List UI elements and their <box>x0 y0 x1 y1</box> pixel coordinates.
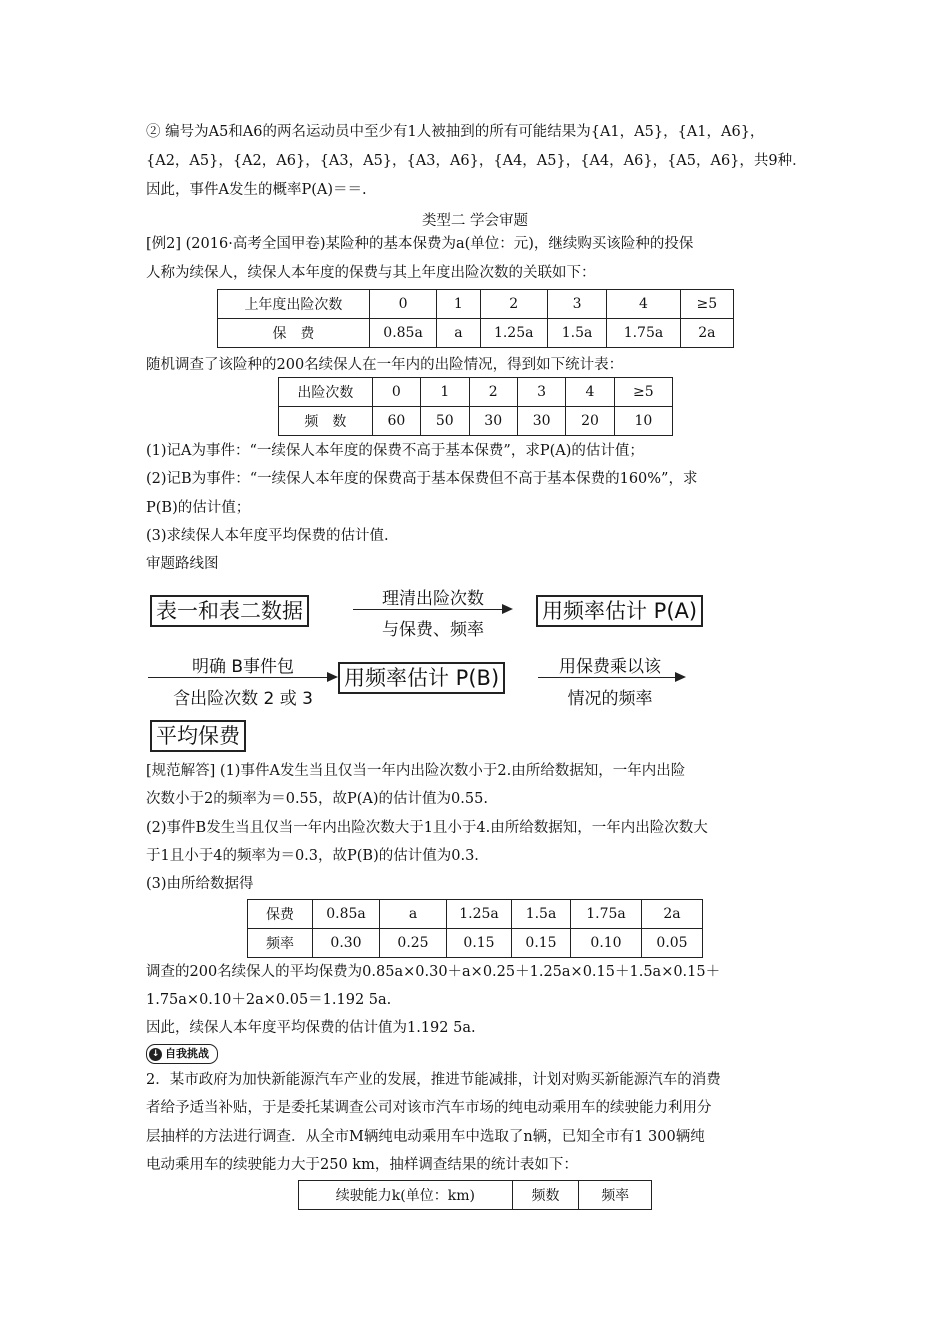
text-line: 随机调查了该险种的200名续保人在一年内的出险情况，得到如下统计表： <box>146 357 624 373</box>
table-cell: 1.5a <box>547 319 606 348</box>
flow-box-average: 平均保费 <box>150 720 246 752</box>
question-line: P(B)的估计值； <box>146 500 251 516</box>
challenge-line: 者给予适当补贴，于是委托某调查公司对该市汽车市场的纯电动乘用车的续驶能力利用分 <box>146 1100 712 1116</box>
flow-box-data: 表一和表二数据 <box>150 595 309 627</box>
table-cell: 20 <box>566 407 614 436</box>
average-line: 1.75a×0.10＋2a×0.05＝1.192 5a. <box>146 992 392 1008</box>
table-cell: 2a <box>680 319 733 348</box>
question-line: (3)求续保人本年度平均保费的估计值. <box>146 528 389 544</box>
table-cell: 1 <box>421 378 469 407</box>
table-cell: 0 <box>369 290 436 319</box>
self-challenge-badge <box>146 1044 218 1064</box>
range-table <box>298 1180 652 1210</box>
table-cell: 3 <box>547 290 606 319</box>
table-cell: 0 <box>372 378 420 407</box>
table-cell: 频率 <box>579 1181 652 1210</box>
table-cell: 上年度出险次数 <box>218 290 370 319</box>
flow-label: 理清出险次数 <box>382 589 484 609</box>
route-title: 审题路线图 <box>146 556 219 572</box>
solution-line: 次数小于2的频率为＝0.55，故P(A)的估计值为0.55. <box>146 791 488 807</box>
table-cell: 4 <box>566 378 614 407</box>
table-cell: 0.30 <box>313 929 380 958</box>
table-cell: 1 <box>437 290 480 319</box>
table-cell: 1.75a <box>571 900 642 929</box>
table-cell: 0.15 <box>512 929 571 958</box>
table-row <box>279 378 673 407</box>
table-cell: 频 数 <box>279 407 373 436</box>
table-cell: 30 <box>517 407 565 436</box>
question-line: (1)记A为事件：“一续保人本年度的保费不高于基本保费”，求P(A)的估计值； <box>146 443 644 459</box>
flow-box-pb: 用频率估计 P(B) <box>338 662 505 694</box>
question-line: (2)记B为事件：“一续保人本年度的保费高于基本保费但不高于基本保费的160%”，求 <box>146 471 698 487</box>
text-line: 因此，事件A发生的概率P(A)＝＝. <box>146 182 367 198</box>
table-cell: 续驶能力k(单位：km) <box>299 1181 513 1210</box>
flow-label: 与保费、频率 <box>382 620 484 640</box>
table-cell: 10 <box>614 407 672 436</box>
challenge-line: 层抽样的方法进行调查．从全市M辆纯电动乘用车中选取了n辆，已知全市有1 300辆纯 <box>146 1129 705 1145</box>
example-line: 人称为续保人，续保人本年度的保费与其上年度出险次数的关联如下： <box>146 265 596 281</box>
section-title: 类型二 学会审题 <box>421 213 529 229</box>
text-line: ② 编号为A5和A6的两名运动员中至少有1人被抽到的所有可能结果为{A1，A5}，{A1，A6}， <box>146 124 765 140</box>
table-cell: 0.15 <box>447 929 512 958</box>
text-line: {A2，A5}，{A2，A6}，{A3，A5}，{A3，A6}，{A4，A5}，{A4，A6}，{A5，A6}，共9种． <box>146 153 807 169</box>
flow-box-pa: 用频率估计 P(A) <box>536 595 703 627</box>
table-cell: 保费 <box>248 900 313 929</box>
flow-label: 用保费乘以该 <box>559 657 661 677</box>
table-cell: 保 费 <box>218 319 370 348</box>
arrow-icon <box>353 609 511 610</box>
average-line: 因此，续保人本年度平均保费的估计值为1.192 5a. <box>146 1020 476 1036</box>
table-cell: 2 <box>469 378 517 407</box>
table-cell: 0.85a <box>313 900 380 929</box>
table-cell: 1.25a <box>480 319 547 348</box>
table-cell: 0.05 <box>642 929 703 958</box>
table-cell: 1.5a <box>512 900 571 929</box>
frequency-table <box>278 377 673 436</box>
table-cell: 2 <box>480 290 547 319</box>
table-cell: ≥5 <box>680 290 733 319</box>
arrow-icon <box>538 677 684 678</box>
table-cell: 0.25 <box>380 929 447 958</box>
table-cell: 3 <box>517 378 565 407</box>
table-row <box>218 319 734 348</box>
table-cell: a <box>437 319 480 348</box>
table-row <box>218 290 734 319</box>
table-row <box>248 929 703 958</box>
badge-label: 自我挑战 <box>165 1047 209 1060</box>
challenge-line: 2．某市政府为加快新能源汽车产业的发展，推进节能减排，计划对购买新能源汽车的消费 <box>146 1072 721 1088</box>
flow-label: 情况的频率 <box>567 689 653 709</box>
arrow-down-icon: ↓ <box>149 1048 162 1061</box>
table-row <box>299 1181 652 1210</box>
arrow-icon <box>148 677 336 678</box>
premium-frequency-table <box>247 899 703 958</box>
premium-table <box>217 289 734 348</box>
average-line: 调查的200名续保人的平均保费为0.85a×0.30＋a×0.25＋1.25a×0.15＋1.5a×0.15＋ <box>146 964 721 980</box>
table-cell: 1.75a <box>607 319 680 348</box>
table-cell: 50 <box>421 407 469 436</box>
table-cell: 2a <box>642 900 703 929</box>
table-cell: 出险次数 <box>279 378 373 407</box>
solution-line: (3)由所给数据得 <box>146 876 254 892</box>
table-cell: 1.25a <box>447 900 512 929</box>
flow-label: 含出险次数 2 或 3 <box>173 689 313 709</box>
table-cell: ≥5 <box>614 378 672 407</box>
table-cell: 0.10 <box>571 929 642 958</box>
table-cell: 频数 <box>512 1181 579 1210</box>
table-cell: a <box>380 900 447 929</box>
solution-line: 于1且小于4的频率为＝0.3，故P(B)的估计值为0.3. <box>146 848 479 864</box>
solution-line: (2)事件B发生当且仅当一年内出险次数大于1且小于4.由所给数据知，一年内出险次数大 <box>146 820 708 836</box>
flow-label: 明确 B事件包 <box>191 657 295 677</box>
table-cell: 4 <box>607 290 680 319</box>
table-row <box>248 900 703 929</box>
table-row <box>279 407 673 436</box>
table-cell: 60 <box>372 407 420 436</box>
table-cell: 频率 <box>248 929 313 958</box>
solution-line: [规范解答] (1)事件A发生当且仅当一年内出险次数小于2.由所给数据知，一年内出险 <box>146 763 686 779</box>
table-cell: 30 <box>469 407 517 436</box>
table-cell: 0.85a <box>369 319 436 348</box>
challenge-line: 电动乘用车的续驶能力大于250 km，抽样调查结果的统计表如下： <box>146 1157 578 1173</box>
example-line: [例2] (2016·高考全国甲卷)某险种的基本保费为a(单位：元)，继续购买该险种的投保 <box>146 236 694 252</box>
